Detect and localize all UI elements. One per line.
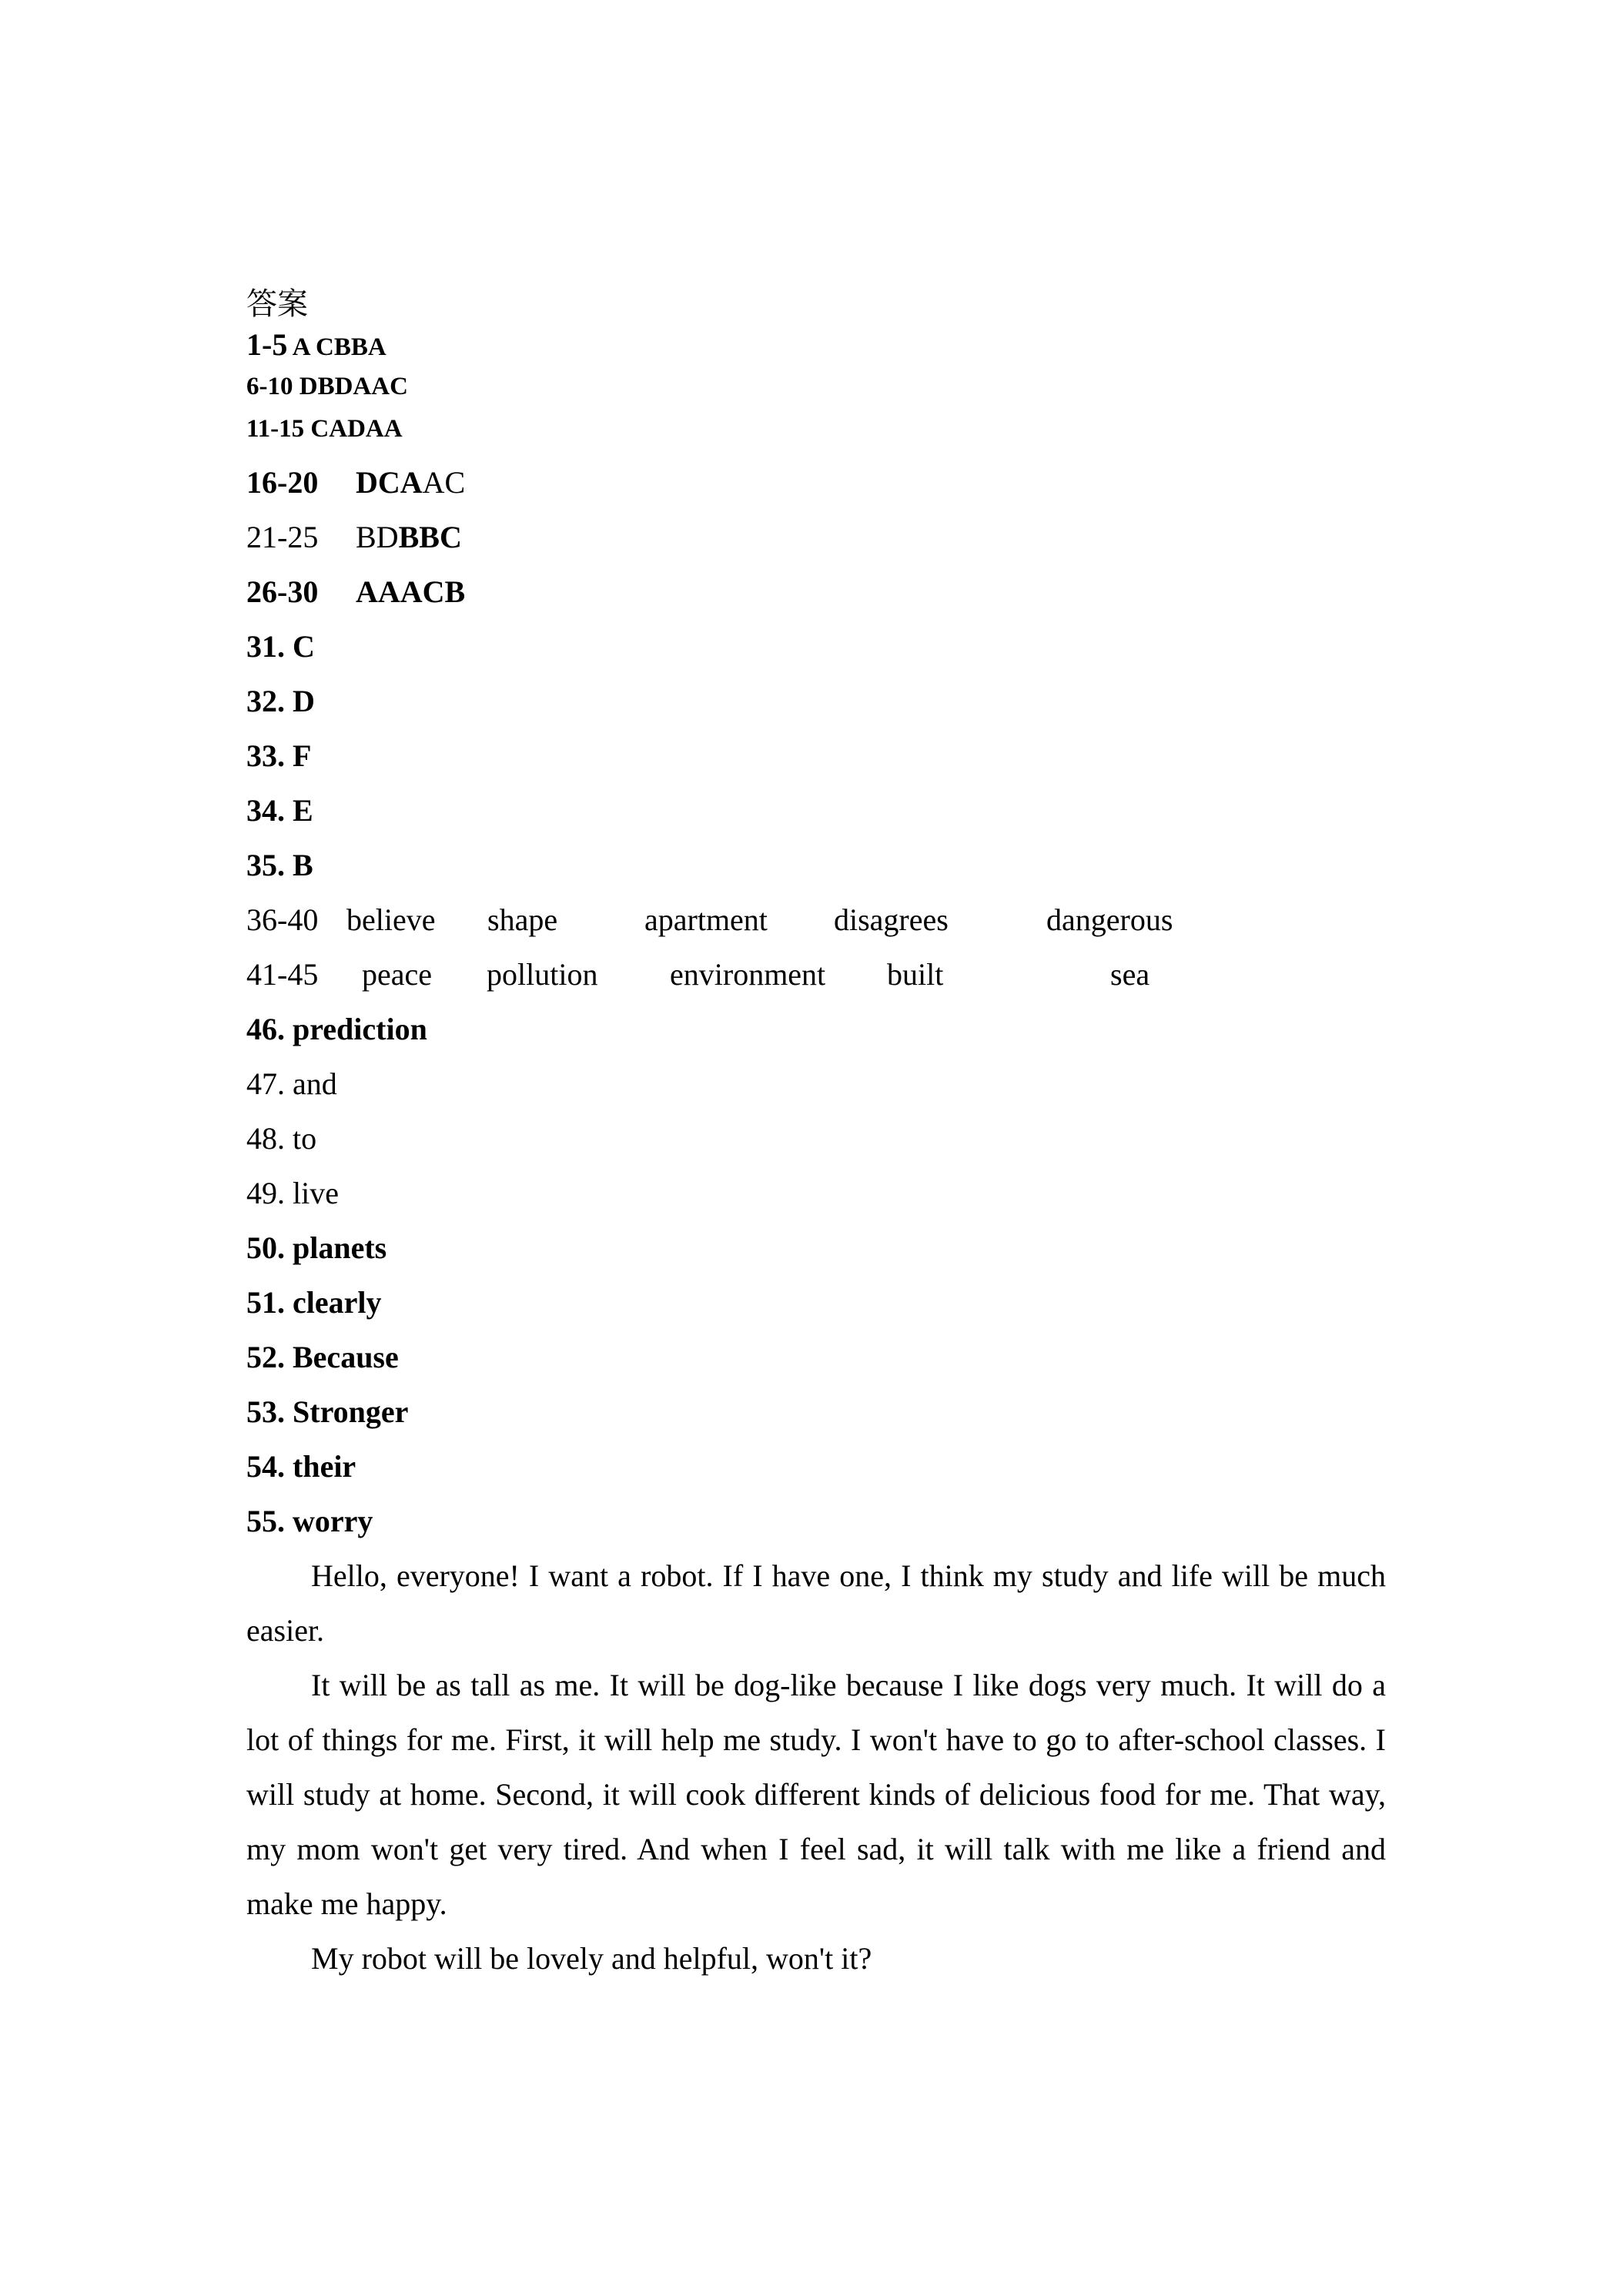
answer-word: pollution [487,957,598,992]
answer-word: dangerous [1046,902,1173,937]
answer-item: 33. F [246,738,312,773]
answer-item: 54. their [246,1449,356,1484]
answer-row-1-5 [246,323,1386,366]
answer-item: 32. D [246,684,315,718]
answer-range: 26-30 [246,574,319,609]
answer-item: 50. planets [246,1230,387,1265]
answer-letters-bold: DCA [356,465,423,500]
answer-word: disagrees [834,902,949,937]
essay-paragraph: My robot will be lovely and helpful, won't it? [311,1941,872,1976]
answer-letters-plain: BD [356,520,399,554]
answer-word: believe [346,902,436,937]
answer-letters: DBDAAC [299,373,408,400]
answer-item: 49. live [246,1176,339,1210]
sample-essay [246,1548,1386,1986]
page-title: 答案 [246,286,308,322]
answer-range: 36-40 [246,902,319,937]
answer-range: 16-20 [246,465,319,500]
essay-paragraph: It will be as tall as me. It will be dog-like because I like dogs very much. It will do a lot of things for me. First, it will help me study. I won't have to go to after-school classes. I will study at home. Second, it will cook different kinds of delicious food for me. That way, my mom won't get very tired. And when I feel sad, it will talk with me like a friend and make me happy. [246,1668,1386,1921]
answer-item: 47. and [246,1066,337,1101]
answer-range: 1-5 [246,327,288,362]
answer-word: built [887,957,944,992]
answer-letters: AAACB [356,574,466,609]
answer-word: environment [670,957,826,992]
answer-word: sea [1110,957,1150,992]
answer-item: 35. B [246,848,313,882]
answer-row-16-20 [246,455,1386,510]
answer-range: 41-45 [246,957,319,992]
answer-content [246,285,1386,1986]
answer-item: 53. Stronger [246,1394,409,1429]
answer-item: 31. C [246,629,315,664]
answer-row-6-10 [246,366,1386,408]
answer-row-11-15 [246,408,1386,450]
answer-letters: A CBBA [292,333,387,361]
answer-item: 46. prediction [246,1012,427,1046]
answer-range: 6-10 [246,373,293,400]
answer-item: 55. worry [246,1504,373,1538]
answer-letters-bold: BBC [398,520,462,554]
answer-letters: CADAA [310,415,403,443]
essay-paragraph: Hello, everyone! I want a robot. If I have one, I think my study and life will be much easier. [246,1558,1386,1648]
answer-row-26-30 [246,564,1386,619]
answer-range: 11-15 [246,415,305,443]
answer-word: shape [487,902,558,937]
answer-word: apartment [644,902,768,937]
answer-item: 51. clearly [246,1285,382,1320]
answer-item: 34. E [246,793,313,828]
answer-row-41-45 [246,947,1386,1002]
answer-row-21-25 [246,510,1386,564]
answer-item: 48. to [246,1121,317,1156]
answer-range: 21-25 [246,520,319,554]
answer-word: peace [362,957,433,992]
answer-letters-plain: AC [422,465,466,500]
answer-item: 52. Because [246,1340,399,1374]
answer-row-36-40 [246,892,1386,947]
